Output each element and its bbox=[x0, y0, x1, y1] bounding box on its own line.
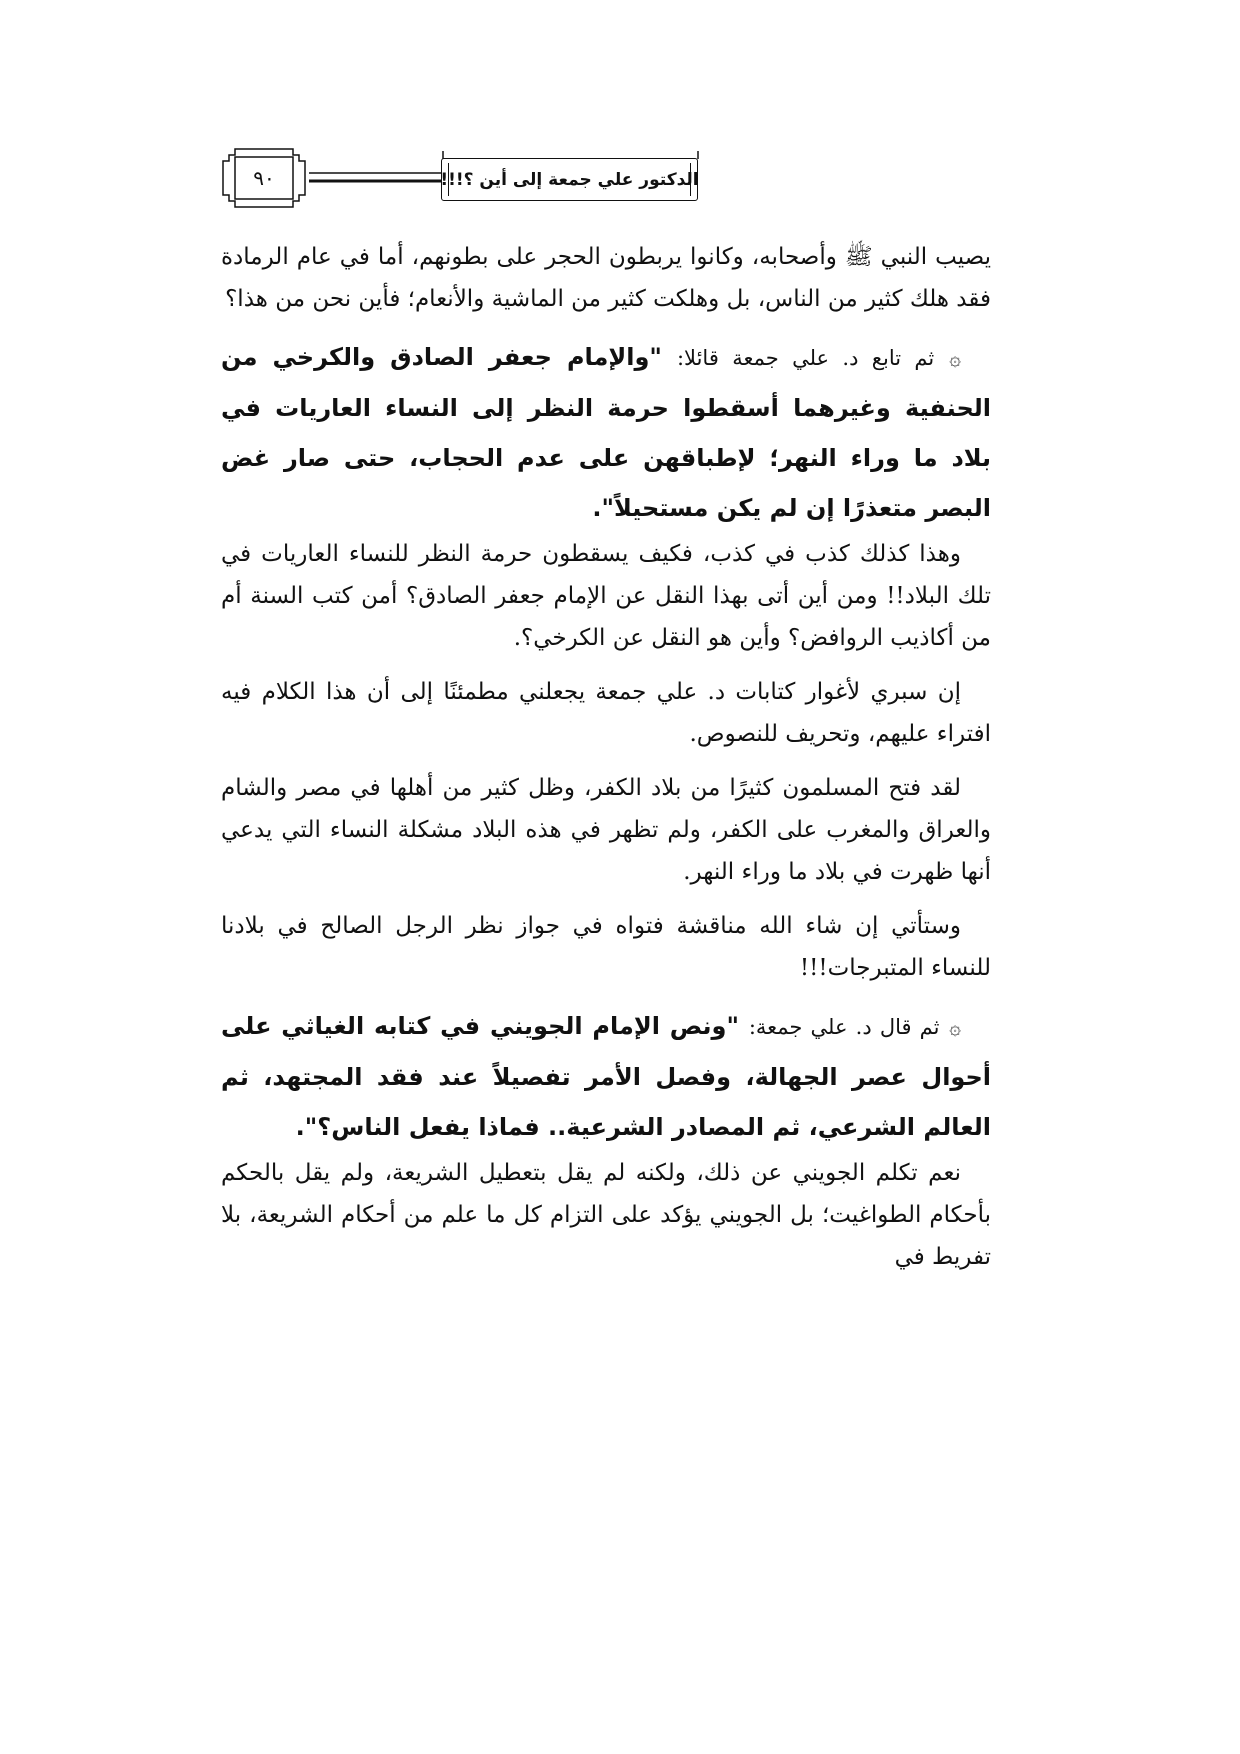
quote-lead-1: ثم تابع د. علي جمعة قائلا: bbox=[676, 346, 935, 370]
page-number-frame bbox=[221, 147, 307, 209]
page-number: ٩٠ bbox=[253, 166, 275, 190]
quote-lead-2: ثم قال د. علي جمعة: bbox=[748, 1015, 940, 1039]
paragraph-6: نعم تكلم الجويني عن ذلك، ولكنه لم يقل بتعطيل الشريعة، ولم يقل بالحكم بأحكام الطواغيت؛ بل الجويني يؤكد على التزام كل ما علم من أحكام الشريعة، بلا تفريط في bbox=[221, 1160, 991, 1270]
running-title bbox=[441, 158, 698, 201]
paragraph-quote-2 bbox=[221, 1001, 991, 1152]
page-header bbox=[221, 147, 991, 209]
paragraph-1: يصيب النبي ﷺ وأصحابه، وكانوا يربطون الحجر على بطونهم، أما في عام الرمادة فقد هلك كثير من الناس، بل وهلكت كثير من الماشية والأنعام؛ فأين نحن من هذا؟ bbox=[221, 244, 991, 312]
page-body bbox=[221, 236, 991, 1278]
paragraph-5: وستأتي إن شاء الله مناقشة فتواه في جواز نظر الرجل الصالح في بلادنا للنساء المتبرجات!!! bbox=[221, 913, 991, 981]
quote-text-1: "والإمام جعفر الصادق والكرخي من الحنفية وغيرهما أسقطوا حرمة النظر إلى النساء العاريات في بلاد ما وراء النهر؛ لإطباقهن على عدم الحجاب، حتى صار غض البصر متعذرًا إن لم يكن مستحيلاً". bbox=[221, 343, 991, 522]
paragraph-2: وهذا كذلك كذب في كذب، فكيف يسقطون حرمة النظر للنساء العاريات في تلك البلاد!! ومن أين أتى بهذا النقل عن الإمام جعفر الصادق؟ أمن كتب السنة أم من أكاذيب الروافض؟ وأين هو النقل عن الكرخي؟. bbox=[221, 541, 991, 651]
paragraph-4: لقد فتح المسلمون كثيرًا من بلاد الكفر، وظل كثير من أهلها في مصر والشام والعراق والمغرب على الكفر، ولم تظهر في هذه البلاد مشكلة النساء التي يدعي أنها ظهرت في بلاد ما وراء النهر. bbox=[221, 775, 991, 885]
quote-text-2: "ونص الإمام الجويني في كتابه الغياثي على أحوال عصر الجهالة، وفصل الأمر تفصيلاً عند فقد المجتهد، ثم العالم الشرعي، ثم المصادر الشرعية.. فماذا يفعل الناس؟". bbox=[221, 1012, 991, 1141]
flower-marker-icon: ۞ bbox=[949, 346, 962, 370]
flower-marker-icon: ۞ bbox=[949, 1015, 962, 1039]
paragraph-quote-1 bbox=[221, 332, 991, 533]
running-title-text: الدكتور علي جمعة إلى أين ؟!!! bbox=[440, 169, 699, 190]
paragraph-3: إن سبري لأغوار كتابات د. علي جمعة يجعلني مطمئنًا إلى أن هذا الكلام فيه افتراء عليهم، وتحريف للنصوص. bbox=[221, 679, 991, 747]
